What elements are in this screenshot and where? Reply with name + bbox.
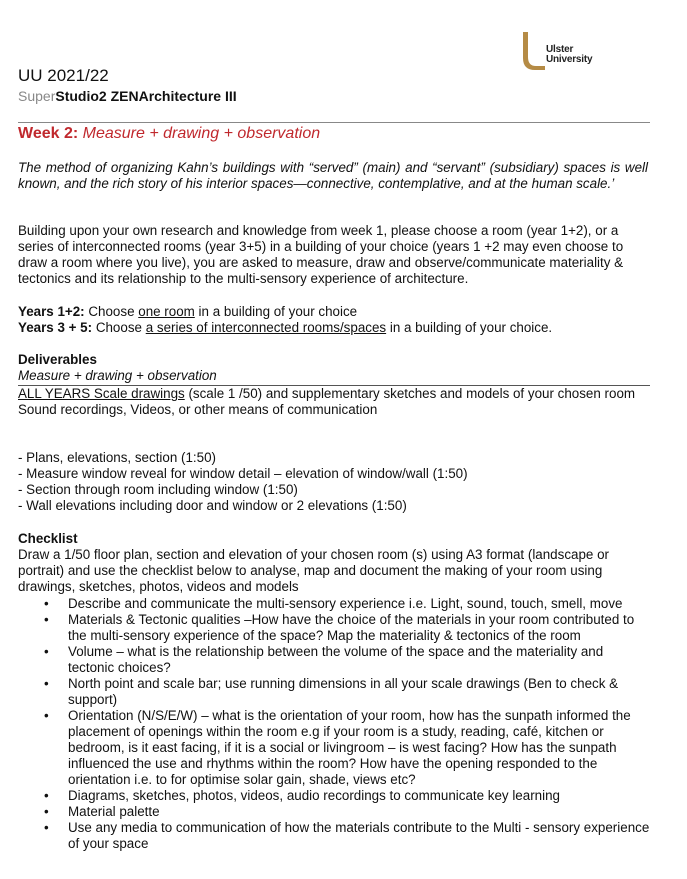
checklist-item: • Diagrams, sketches, photos, videos, audio recordings to communicate key learning <box>44 788 560 803</box>
intro-paragraph: Building upon your own research and knowledge from week 1, please choose a room (year 1+2), or a series of interconnected rooms (year 3+5) in a building of your choice (years 1 +2 may even choose to draw a room where you live), you are asked to measure, draw and observe/communicate materiality & tectonics and its relationship to the multi-sensory experience of architecture. <box>18 223 624 286</box>
checklist-heading: Checklist <box>18 531 78 546</box>
course-title <box>18 88 237 104</box>
header-divider <box>18 122 650 123</box>
week-heading <box>18 125 320 143</box>
checklist-block <box>18 531 648 595</box>
scale-drawings-line: ALL YEARS Scale drawings (scale 1 /50) and supplementary sketches and models of your chosen room <box>18 386 636 401</box>
week-label: Week 2: <box>18 125 79 142</box>
checklist-item: • Orientation (N/S/E/W) – what is the orientation of your room, how has the sunpath informed the placement of openings within the room e.g if your room is a study, reading, café, kitchen or bedroom, is it east facing, if it is a social or livingroom – is west facing? How has the sunpath influenced the use and rhythms within the room? How have the opening responded to the orientation i.e. to for optimise solar gain, shade, views etc? <box>44 708 631 787</box>
years-3-5-line: Years 3 + 5: Choose a series of interconnected rooms/spaces in a building of your choice. <box>18 320 553 335</box>
checklist-item: • North point and scale bar; use running dimensions in all your scale drawings (Ben to check & support) <box>44 676 619 707</box>
deliverable-item: - Wall elevations including door and window or 2 elevations (1:50) <box>18 498 407 513</box>
years-block <box>18 304 648 336</box>
ulster-logo-icon <box>519 32 547 72</box>
checklist-intro: Draw a 1/50 floor plan, section and elevation of your chosen room (s) using A3 format (landscape or portrait) and use the checklist below to analyse, map and document the making of your room using drawings, sketches, photos, videos and models <box>18 547 609 594</box>
course-name: Studio2 ZENArchitecture III <box>55 88 237 104</box>
course-year: UU 2021/22 <box>18 66 109 85</box>
deliverable-item: - Section through room including window (1:50) <box>18 482 298 497</box>
checklist-item: • Material palette <box>44 804 160 819</box>
deliverable-item: - Measure window reveal for window detail – elevation of window/wall (1:50) <box>18 466 468 481</box>
deliverables-subheading: Measure + drawing + observation <box>18 368 217 383</box>
checklist-item: • Materials & Tectonic qualities –How have the choice of the materials in your room contributed to the multi-sensory experience of the space? Map the materiality & tectonics of the room <box>44 612 635 643</box>
checklist-list <box>18 596 650 852</box>
deliverables-heading: Deliverables <box>18 352 97 367</box>
checklist-item: • Use any media to communication of how the materials contribute to the Multi - sensory experience of your space <box>44 820 650 851</box>
years-1-2-line: Years 1+2: Choose one room in a building of your choice <box>18 304 358 319</box>
week-title: Measure + drawing + observation <box>82 125 321 142</box>
checklist-item: • Volume – what is the relationship between the volume of the space and the materiality and tectonic choices? <box>44 644 604 675</box>
deliverables-heading-block <box>18 352 648 384</box>
logo-wordmark: Ulster University <box>546 44 593 65</box>
deliverables-body <box>18 386 648 418</box>
course-prefix: Super <box>18 88 56 104</box>
deliverable-item: - Plans, elevations, section (1:50) <box>18 450 216 465</box>
deliverables-list <box>18 450 648 514</box>
ulster-university-logo <box>519 32 599 74</box>
sound-line: Sound recordings, Videos, or other means of communication <box>18 402 378 417</box>
kahn-quote: The method of organizing Kahn’s buildings with “served” (main) and “servant” (subsidiary) spaces is well known, and the rich story of his interior spaces—connective, contemplative, and at the human scale.’ <box>18 160 648 191</box>
checklist-item: • Describe and communicate the multi-sensory experience i.e. Light, sound, touch, smell, move <box>44 596 623 611</box>
